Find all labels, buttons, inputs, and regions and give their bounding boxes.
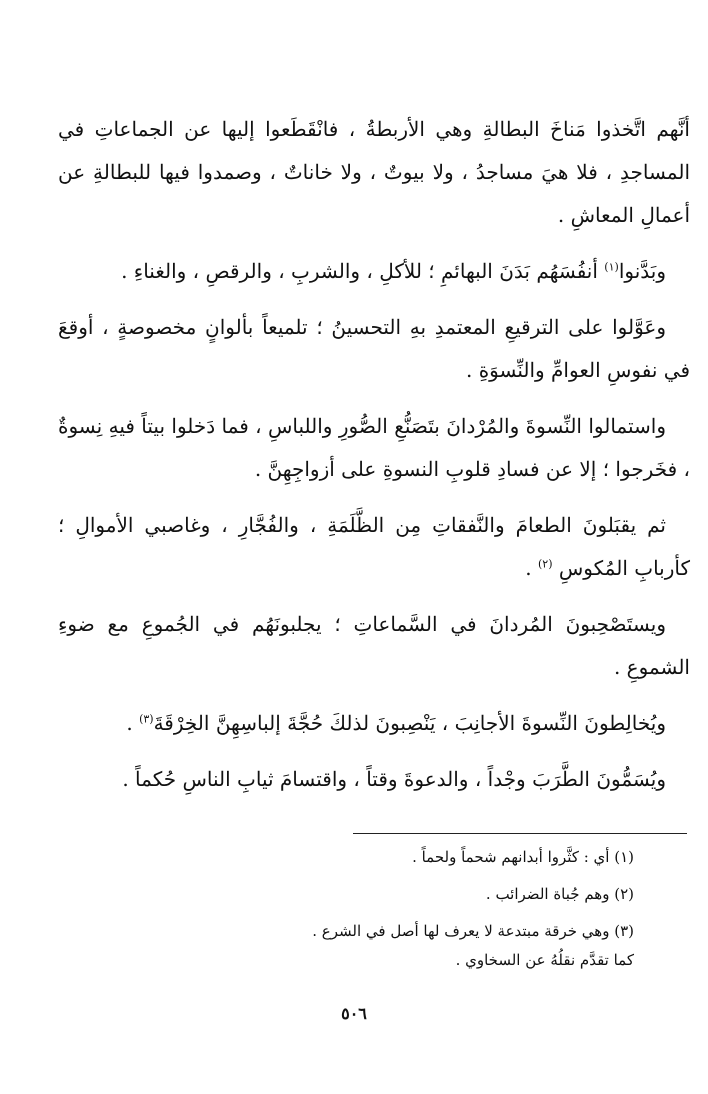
paragraph-2-end: أنفُسَهُم بَدَنَ البهائمِ ؛ للأكلِ ، والشربِ ، والرقصِ ، والغناءِ . [121, 259, 605, 283]
footnote-ref-2: (٢) [538, 557, 553, 571]
footnote-3-continued: كما تقدَّم نقلُهُ عن السخاوي . [455, 951, 634, 969]
paragraph-7 [58, 702, 690, 745]
paragraph-2 [58, 250, 690, 293]
footnote-2: (٢) وهم جُباة الضرائب . [485, 885, 634, 903]
paragraph-1: أنَّهم اتَّخذوا مَناخَ البطالةِ وهي الأربطةُ ، فانْقَطَعوا إليها عن الجماعاتِ في المساجدِ ، فلا هيَ مساجدُ ، ولا بيوتٌ ، ولا خاناتٌ ، وصمدوا فيها للبطالةِ عن أعمالِ المعاشِ . [58, 117, 691, 227]
footnote-3: (٣) وهي خرقة مبتدعة لا يعرف لها أصل في الشرع . [312, 922, 634, 940]
paragraph-6: ويستَصْحِبونَ المُردانَ في السَّماعاتِ ؛ يجلبونَهُم في الجُموعِ مع ضوءِ الشموعِ . [58, 612, 690, 679]
paragraph-8: ويُسَمُّونَ الطَّرَبَ وجْداً ، والدعوةَ وقتاً ، واقتسامَ ثيابِ الناسِ حُكماً . [122, 767, 666, 791]
paragraph-2-start: وبَدَّنوا [618, 259, 666, 283]
paragraph-7-end: . [126, 711, 140, 735]
paragraph-7-start: ويُخالِطونَ النِّسوةَ الأجانِبَ ، يَنْصِبونَ لذلكَ حُجَّةَ إلباسِهِنَّ الخِرْقَةَ [153, 711, 666, 735]
paragraph-5-start: ثم يقبَلونَ الطعامَ والنَّفقاتِ مِن الظَّلَمَةِ ، والفُجَّارِ ، وغاصبي الأموالِ ؛ كأربابِ المُكوسِ [58, 513, 690, 580]
page-number: ٥٠٦ [341, 1004, 367, 1023]
paragraph-4: واستمالوا النِّسوةَ والمُرْدانَ بتَصَنُّعِ الصُّورِ واللباسِ ، فما دَخلوا بيتاً فيهِ نِسوةٌ ، فخَرجوا ؛ إلا عن فسادِ قلوبِ النسوةِ على أزواجِهِنَّ . [58, 414, 690, 481]
footnote-divider [353, 833, 687, 834]
footnote-ref-3: (٣) [139, 712, 154, 726]
footnote-ref-1: (١) [604, 260, 619, 274]
paragraph-5 [58, 504, 690, 590]
paragraph-5-end: . [525, 556, 538, 580]
paragraph-3: وعَوَّلوا على الترقيعِ المعتمدِ بهِ التحسينُ ؛ تلميعاً بألوانٍ مخصوصةٍ ، أوقعَ في نفوسِ العوامِّ والنِّسوَةِ . [58, 315, 690, 382]
main-text [58, 108, 690, 814]
footnotes [214, 844, 634, 984]
footnote-1: (١) أي : كثَّروا أبدانهم شحماً ولحماً . [412, 848, 634, 866]
